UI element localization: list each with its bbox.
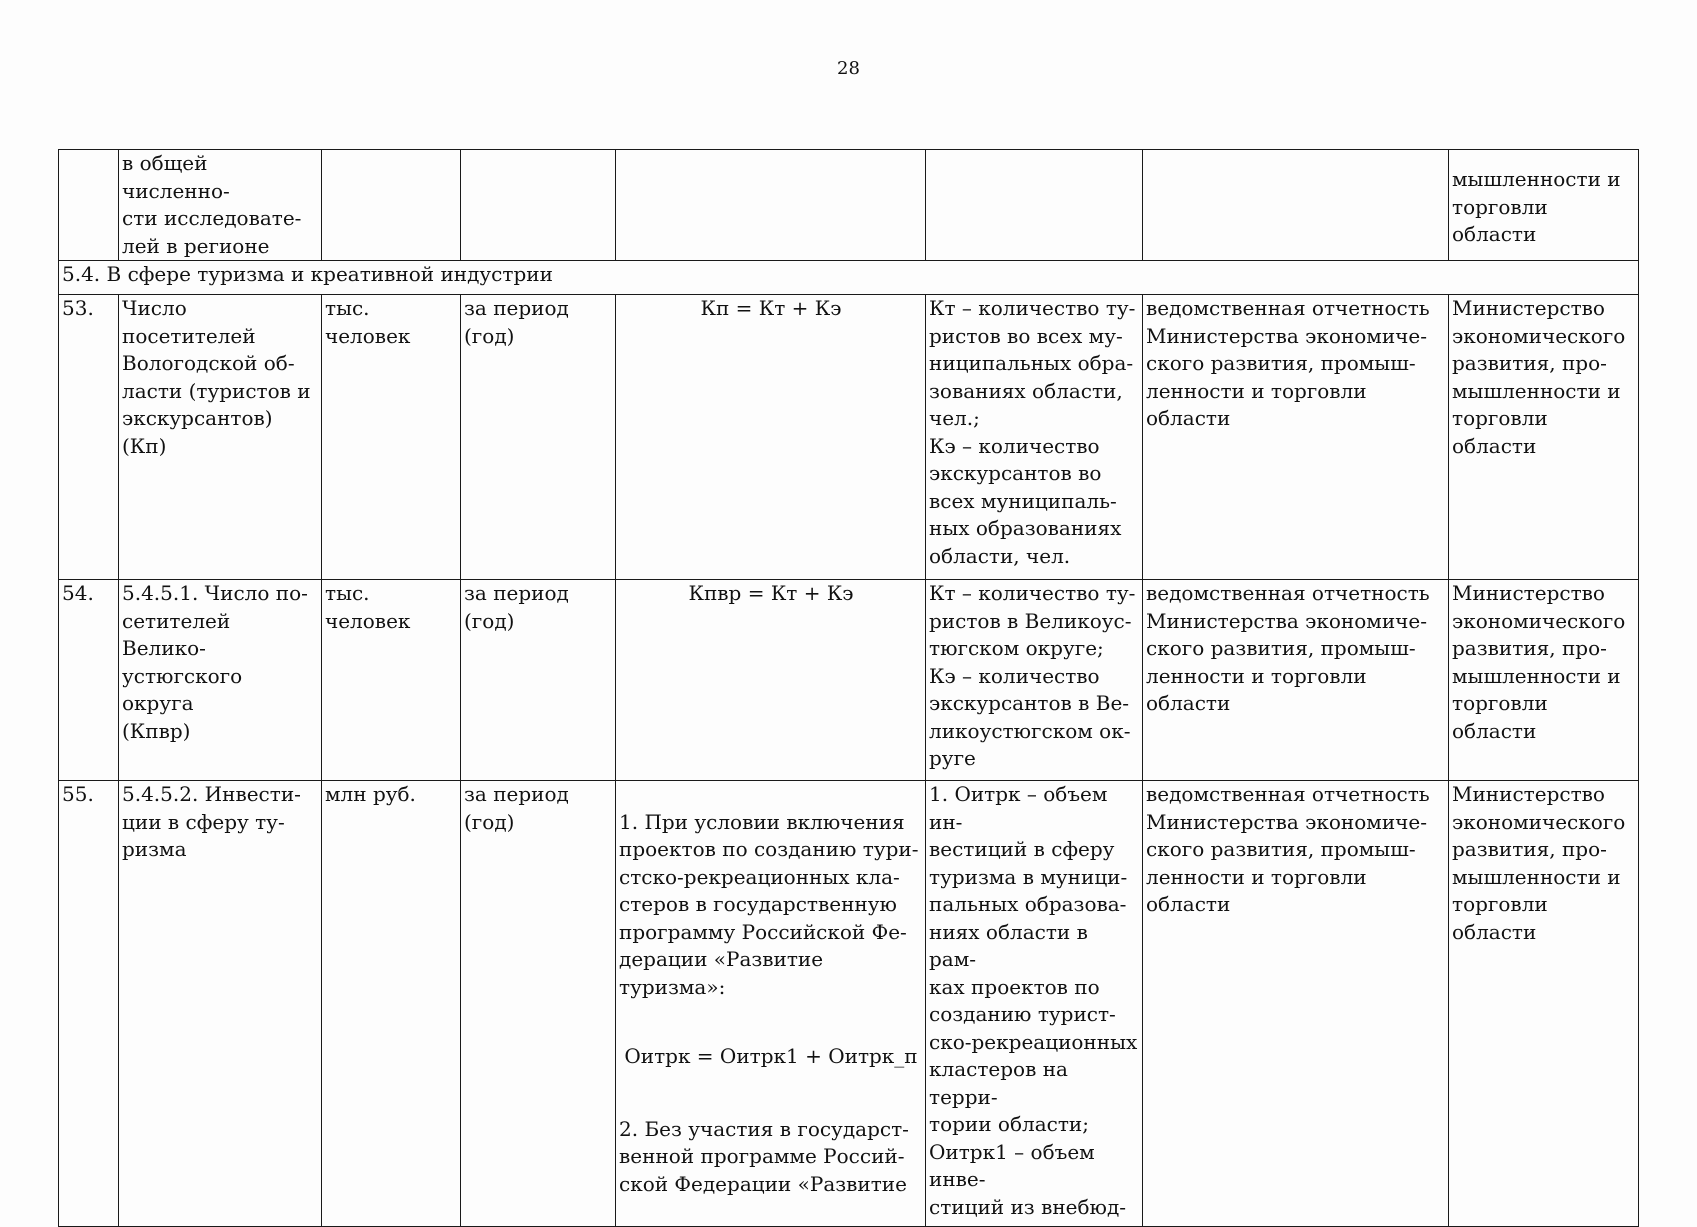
unit-cell: тыс. человек bbox=[322, 580, 461, 781]
formula-cell: Кпвр = Кт + Кэ bbox=[616, 580, 926, 781]
table-row bbox=[59, 781, 1639, 1227]
responsible-cell: Министерство экономического развития, про- мышленности и торговли области bbox=[1449, 781, 1639, 1227]
period-cell: за период (год) bbox=[461, 580, 616, 781]
period-cell: за период (год) bbox=[461, 781, 616, 1227]
indicator-cell: в общей численно- сти исследовате- лей в регионе bbox=[119, 150, 322, 261]
formula-cell bbox=[616, 150, 926, 261]
row-number-cell bbox=[59, 150, 119, 261]
indicator-cell: Число посетителей Вологодской об- ласти (туристов и экскурсантов) (Кп) bbox=[119, 295, 322, 580]
section-header-row bbox=[59, 261, 1639, 295]
table-row-continued bbox=[59, 150, 1639, 261]
page-number: 28 bbox=[837, 58, 860, 79]
unit-cell bbox=[322, 150, 461, 261]
period-cell: за период (год) bbox=[461, 295, 616, 580]
row-number: 55. bbox=[59, 781, 119, 1227]
formula-cell bbox=[616, 781, 926, 1227]
formula-cell: Кп = Кт + Кэ bbox=[616, 295, 926, 580]
unit-cell: млн руб. bbox=[322, 781, 461, 1227]
variables-cell: 1. Оитрк – объем ин- вестиций в сферу туризма в муници- пальных образова- ниях области в рам- ках проектов по созданию турист- ско-рекреационных кластеров на терри- тории области; Оитрк1 – объем инве- стиций из внебюд- bbox=[926, 781, 1143, 1227]
source-cell bbox=[1143, 150, 1449, 261]
table-row bbox=[59, 295, 1639, 580]
row-number: 54. bbox=[59, 580, 119, 781]
indicators-table bbox=[58, 149, 1639, 1227]
unit-cell: тыс. человек bbox=[322, 295, 461, 580]
variables-cell: Кт – количество ту- ристов во всех му- ниципальных обра- зованиях области, чел.; Кэ – количество экскурсантов во всех муниципаль- ных образованиях области, чел. bbox=[926, 295, 1143, 580]
source-cell: ведомственная отчетность Министерства экономиче- ского развития, промыш- ленности и торговли области bbox=[1143, 295, 1449, 580]
formula-condition-1: 1. При условии включения проектов по созданию тури- стско-рекреационных кла- стеров в государственную программу Российской Фе- дерации «Развитие туризма»: bbox=[619, 809, 919, 999]
source-cell: ведомственная отчетность Министерства экономиче- ского развития, промыш- ленности и торговли области bbox=[1143, 580, 1449, 781]
indicator-cell: 5.4.5.2. Инвести- ции в сферу ту- ризма bbox=[119, 781, 322, 1227]
period-cell bbox=[461, 150, 616, 261]
responsible-cell: мышленности и торговли области bbox=[1449, 150, 1639, 261]
section-title: 5.4. В сфере туризма и креативной индустрии bbox=[59, 261, 1639, 295]
formula-condition-2: 2. Без участия в государст- венной программе Россий- ской Федерации «Развитие bbox=[619, 1116, 909, 1196]
responsible-cell: Министерство экономического развития, про- мышленности и торговли области bbox=[1449, 295, 1639, 580]
table-row bbox=[59, 580, 1639, 781]
indicator-cell: 5.4.5.1. Число по- сетителей Велико- устюгского округа (Кпвр) bbox=[119, 580, 322, 781]
row-number: 53. bbox=[59, 295, 119, 580]
variables-cell bbox=[926, 150, 1143, 261]
responsible-cell: Министерство экономического развития, про- мышленности и торговли области bbox=[1449, 580, 1639, 781]
formula-expression: Оитрк = Оитрк1 + Оитрк_п bbox=[624, 1043, 918, 1068]
source-cell: ведомственная отчетность Министерства экономиче- ского развития, промыш- ленности и торговли области bbox=[1143, 781, 1449, 1227]
variables-cell: Кт – количество ту- ристов в Великоус- тюгском округе; Кэ – количество экскурсантов в Ве- ликоустюгском ок- руге bbox=[926, 580, 1143, 781]
